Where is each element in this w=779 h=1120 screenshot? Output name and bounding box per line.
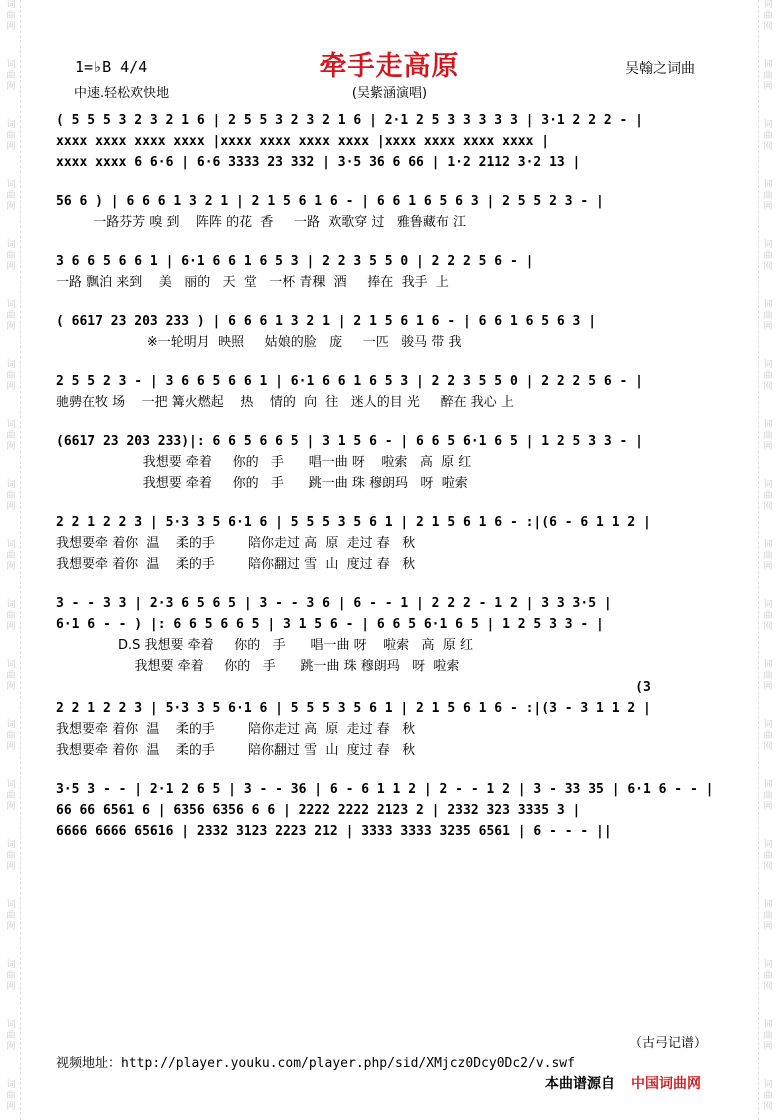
key-signature: 1=♭B 4/4 xyxy=(75,58,148,76)
watermark-text: 词 曲 网 xyxy=(763,1020,773,1052)
watermark-text: 词 曲 网 xyxy=(763,780,773,812)
watermark-text: 词 曲 网 xyxy=(6,1020,16,1052)
line-gap xyxy=(56,494,724,512)
watermark-text: 词 曲 网 xyxy=(763,900,773,932)
watermark-text: 词 曲 网 xyxy=(6,960,16,992)
notation-line: xxxx xxxx xxxx xxxx |xxxx xxxx xxxx xxxx |xxxx xxxx xxxx xxxx | xyxy=(56,134,550,149)
watermark-text: 词 曲 网 xyxy=(763,840,773,872)
watermark-text: 词 曲 网 xyxy=(6,600,16,632)
score-header xyxy=(0,0,779,110)
tempo-marking: 中速.轻松欢快地 xyxy=(74,86,170,101)
notation-line: 6·1 6 - - ) |: 6 6 5 6 6 5 | 3 1 5 6 - | 6 6 5 6·1 6 5 | 1 2 5 3 3 - | xyxy=(56,617,604,632)
notation-line: xxxx xxxx 6 6·6 | 6·6 3333 23 332 | 3·5 36 6 66 | 1·2 2112 3·2 13 | xyxy=(56,155,581,170)
notation-line: 2 5 5 2 3 - | 3 6 6 5 6 6 1 | 6·1 6 6 1 6 5 3 | 2 2 3 5 5 0 | 2 2 2 5 6 - | xyxy=(56,374,643,389)
lyric-line: 一路 飘泊 来到 美 丽的 天 堂 一杯 青稞 酒 捧在 我手 上 xyxy=(56,275,449,290)
watermark-text: 词 曲 网 xyxy=(6,180,16,212)
notation-line: ( 5 5 5 3 2 3 2 1 6 | 2 5 5 3 2 3 2 1 6 | 2·1 2 5 3 3 3 3 3 | 3·1 2 2 2 - | xyxy=(56,113,643,128)
watermark-text: 词 曲 网 xyxy=(6,840,16,872)
watermark-text: 词 曲 网 xyxy=(763,120,773,152)
lyric-line: 我想要牵 着你 温 柔的手 陪你翻过 雪 山 度过 春 秋 xyxy=(56,743,416,758)
watermark-text: 词 曲 网 xyxy=(6,240,16,272)
watermark-text: 词 曲 网 xyxy=(6,1080,16,1112)
watermark-text: 词 曲 网 xyxy=(763,180,773,212)
notation-score xyxy=(56,110,724,842)
watermark-text: 词 曲 网 xyxy=(763,300,773,332)
watermark-text: 词 曲 网 xyxy=(763,0,773,32)
lyric-line: 我想要 牵着 你的 手 跳一曲 珠 穆朗玛 呀 啦索 xyxy=(56,476,468,491)
watermark-text: 词 曲 网 xyxy=(763,1080,773,1112)
lyric-line: 我想要 牵着 你的 手 跳一曲 珠 穆朗玛 呀 啦索 xyxy=(56,659,460,674)
lyric-line: ※一轮明月 映照 姑娘的脸 庞 一匹 骏马 带 我 xyxy=(56,335,462,350)
line-gap xyxy=(56,233,724,251)
lyric-line: 我想要牵 着你 温 柔的手 陪你翻过 雪 山 度过 春 秋 xyxy=(56,557,416,572)
watermark-text: 词 曲 网 xyxy=(6,480,16,512)
watermark-text: 词 曲 网 xyxy=(6,120,16,152)
watermark-text: 词 曲 网 xyxy=(763,600,773,632)
line-gap xyxy=(56,353,724,371)
line-gap xyxy=(56,293,724,311)
left-guide-line xyxy=(20,0,21,1120)
watermark-text: 词 曲 网 xyxy=(6,60,16,92)
watermark-text: 词 曲 网 xyxy=(763,240,773,272)
lyric-line: 一路芬芳 嗅 到 阵阵 的花 香 一路 欢歌穿 过 雅鲁藏布 江 xyxy=(56,215,466,230)
watermark-text: 词 曲 网 xyxy=(763,660,773,692)
transcriber-credit: （古弓记谱） xyxy=(628,1036,707,1051)
watermark-text: 词 曲 网 xyxy=(6,900,16,932)
lyric-line: 我想要牵 着你 温 柔的手 陪你走过 高 原 走过 春 秋 xyxy=(56,536,416,551)
notation-line: 3·5 3 - - | 2·1 2 6 5 | 3 - - 36 | 6 - 6 1 1 2 | 2 - - 1 2 | 3 - 33 35 | 6·1 6 - - | xyxy=(56,782,714,797)
watermark-text: 词 曲 网 xyxy=(6,300,16,332)
notation-line: 56 6 ) | 6 6 6 1 3 2 1 | 2 1 5 6 1 6 - | 6 6 1 6 5 6 3 | 2 5 5 2 3 - | xyxy=(56,194,604,209)
watermark-text: 词 曲 网 xyxy=(6,360,16,392)
watermark-text: 词 曲 网 xyxy=(6,540,16,572)
lyric-line: D.S 我想要 牵着 你的 手 唱一曲 呀 啦索 高 原 红 xyxy=(56,638,473,653)
notation-line: 2 2 1 2 2 3 | 5·3 3 5 6·1 6 | 5 5 5 3 5 6 1 | 2 1 5 6 1 6 - :|(6 - 6 1 1 2 | xyxy=(56,515,651,530)
lyric-line: 我想要牵 着你 温 柔的手 陪你走过 高 原 走过 春 秋 xyxy=(56,722,416,737)
notation-line: (3 xyxy=(56,680,651,695)
watermark-text: 词 曲 网 xyxy=(6,720,16,752)
watermark-text: 词 曲 网 xyxy=(763,420,773,452)
notation-line: 6666 6666 65616 | 2332 3123 2223 212 | 3333 3333 3235 6561 | 6 - - - || xyxy=(56,824,612,839)
watermark-text: 词 曲 网 xyxy=(763,480,773,512)
site-name-link[interactable]: 中国词曲网 xyxy=(631,1076,701,1092)
line-gap xyxy=(56,575,724,593)
notation-line: 3 - - 3 3 | 2·3 6 5 6 5 | 3 - - 3 6 | 6 - - 1 | 2 2 2 - 1 2 | 3 3 3·5 | xyxy=(56,596,612,611)
line-gap xyxy=(56,761,724,779)
source-credit xyxy=(545,1073,701,1093)
watermark-text: 词 曲 网 xyxy=(763,540,773,572)
video-label: 视频地址： xyxy=(56,1056,122,1071)
song-title: 牵手走高原 xyxy=(319,51,460,82)
notation-line: (6617 23 203 233)|: 6 6 5 6 6 5 | 3 1 5 6 - | 6 6 5 6·1 6 5 | 1 2 5 3 3 - | xyxy=(56,434,643,449)
watermark-text: 词 曲 网 xyxy=(6,0,16,32)
watermark-text: 词 曲 网 xyxy=(763,960,773,992)
left-watermark-strip xyxy=(4,0,18,1120)
watermark-text: 词 曲 网 xyxy=(6,780,16,812)
watermark-text: 词 曲 网 xyxy=(6,660,16,692)
source-label: 本曲谱源自 xyxy=(545,1076,615,1092)
line-gap xyxy=(56,413,724,431)
composer-credit: 吴翰之词曲 xyxy=(625,61,695,77)
line-gap xyxy=(56,173,724,191)
watermark-text: 词 曲 网 xyxy=(763,720,773,752)
right-watermark-strip xyxy=(761,0,775,1120)
lyric-line: 我想要 牵着 你的 手 唱一曲 呀 啦索 高 原 红 xyxy=(56,455,472,470)
notation-line: 2 2 1 2 2 3 | 5·3 3 5 6·1 6 | 5 5 5 3 5 6 1 | 2 1 5 6 1 6 - :|(3 - 3 1 1 2 | xyxy=(56,701,651,716)
notation-line: ( 6617 23 203 233 ) | 6 6 6 1 3 2 1 | 2 1 5 6 1 6 - | 6 6 1 6 5 6 3 | xyxy=(56,314,597,329)
video-address xyxy=(56,1052,575,1071)
watermark-text: 词 曲 网 xyxy=(6,420,16,452)
right-guide-line xyxy=(758,0,759,1120)
lyric-line: 驰骋在牧 场 一把 篝火燃起 热 情的 向 往 迷人的目 光 醉在 我心 上 xyxy=(56,395,514,410)
watermark-text: 词 曲 网 xyxy=(763,360,773,392)
watermark-text: 词 曲 网 xyxy=(763,60,773,92)
notation-line: 66 66 6561 6 | 6356 6356 6 6 | 2222 2222 2123 2 | 2332 323 3335 3 | xyxy=(56,803,581,818)
singer-credit: (吴紫涵演唱) xyxy=(351,86,428,101)
notation-line: 3 6 6 5 6 6 1 | 6·1 6 6 1 6 5 3 | 2 2 3 5 5 0 | 2 2 2 5 6 - | xyxy=(56,254,534,269)
video-url-link[interactable]: http://player.youku.com/player.php/sid/XMjcz0Dcy0Dc2/v.swf xyxy=(121,1056,575,1071)
